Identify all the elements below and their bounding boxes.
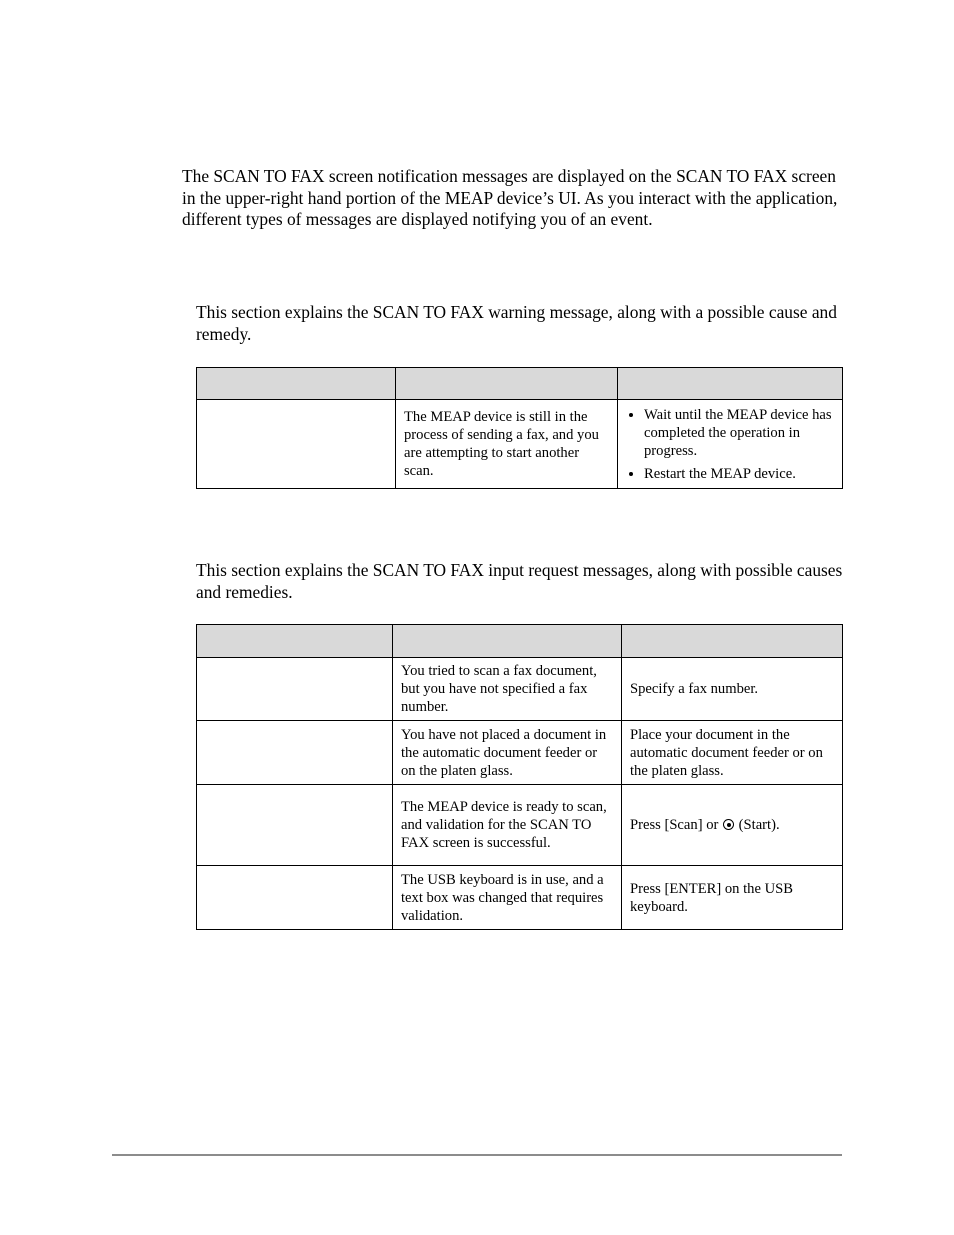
intro-paragraph: The SCAN TO FAX screen notification messages are displayed on the SCAN TO FAX screen in the upper-right hand portion of the MEAP device’s UI. As you interact with the application, different types of messages are displayed notifying you of an event. (182, 166, 838, 229)
remedy-text: Press [Scan] or (630, 817, 719, 833)
table-row (197, 721, 843, 785)
column-header-cause (393, 625, 622, 658)
remedy-cell (618, 400, 843, 489)
column-header-message (197, 625, 393, 658)
remedy-text: (Start). (738, 817, 780, 833)
table-header-row (197, 625, 843, 658)
cause-cell: The MEAP device is still in the process of sending a fax, and you are attempting to start another scan. (396, 400, 618, 489)
cause-cell: You have not placed a document in the automatic document feeder or on the platen glass. (393, 721, 622, 785)
message-cell (197, 658, 393, 721)
message-cell (197, 400, 396, 489)
cause-cell: The MEAP device is ready to scan, and validation for the SCAN TO FAX screen is successful. (393, 785, 622, 866)
cause-cell: The USB keyboard is in use, and a text box was changed that requires validation. (393, 866, 622, 930)
warning-message-table (196, 367, 843, 489)
remedy-cell: Place your document in the automatic document feeder or on the platen glass. (622, 721, 843, 785)
message-cell (197, 866, 393, 930)
list-item: • Restart the MEAP device. (644, 465, 834, 483)
message-cell (197, 785, 393, 866)
table-row (197, 866, 843, 930)
input-request-message-table (196, 624, 843, 930)
column-header-remedy (618, 368, 843, 400)
footer-divider (112, 1154, 842, 1156)
start-icon (723, 819, 734, 830)
list-item: • Wait until the MEAP device has completed the operation in progress. (644, 406, 834, 460)
message-cell (197, 721, 393, 785)
column-header-cause (396, 368, 618, 400)
column-header-message (197, 368, 396, 400)
warning-section-intro: This section explains the SCAN TO FAX warning message, along with a possible cause and remedy. (196, 302, 837, 344)
cause-cell: You tried to scan a fax document, but you have not specified a fax number. (393, 658, 622, 721)
input-request-section-intro: This section explains the SCAN TO FAX input request messages, along with possible causes and remedies. (196, 560, 843, 602)
table-row (197, 785, 843, 866)
table-row (197, 658, 843, 721)
table-row (197, 400, 843, 489)
remedy-list (626, 406, 834, 483)
column-header-remedy (622, 625, 843, 658)
remedy-cell: Press [ENTER] on the USB keyboard. (622, 866, 843, 930)
table-header-row (197, 368, 843, 400)
remedy-cell (622, 785, 843, 866)
remedy-cell: Specify a fax number. (622, 658, 843, 721)
